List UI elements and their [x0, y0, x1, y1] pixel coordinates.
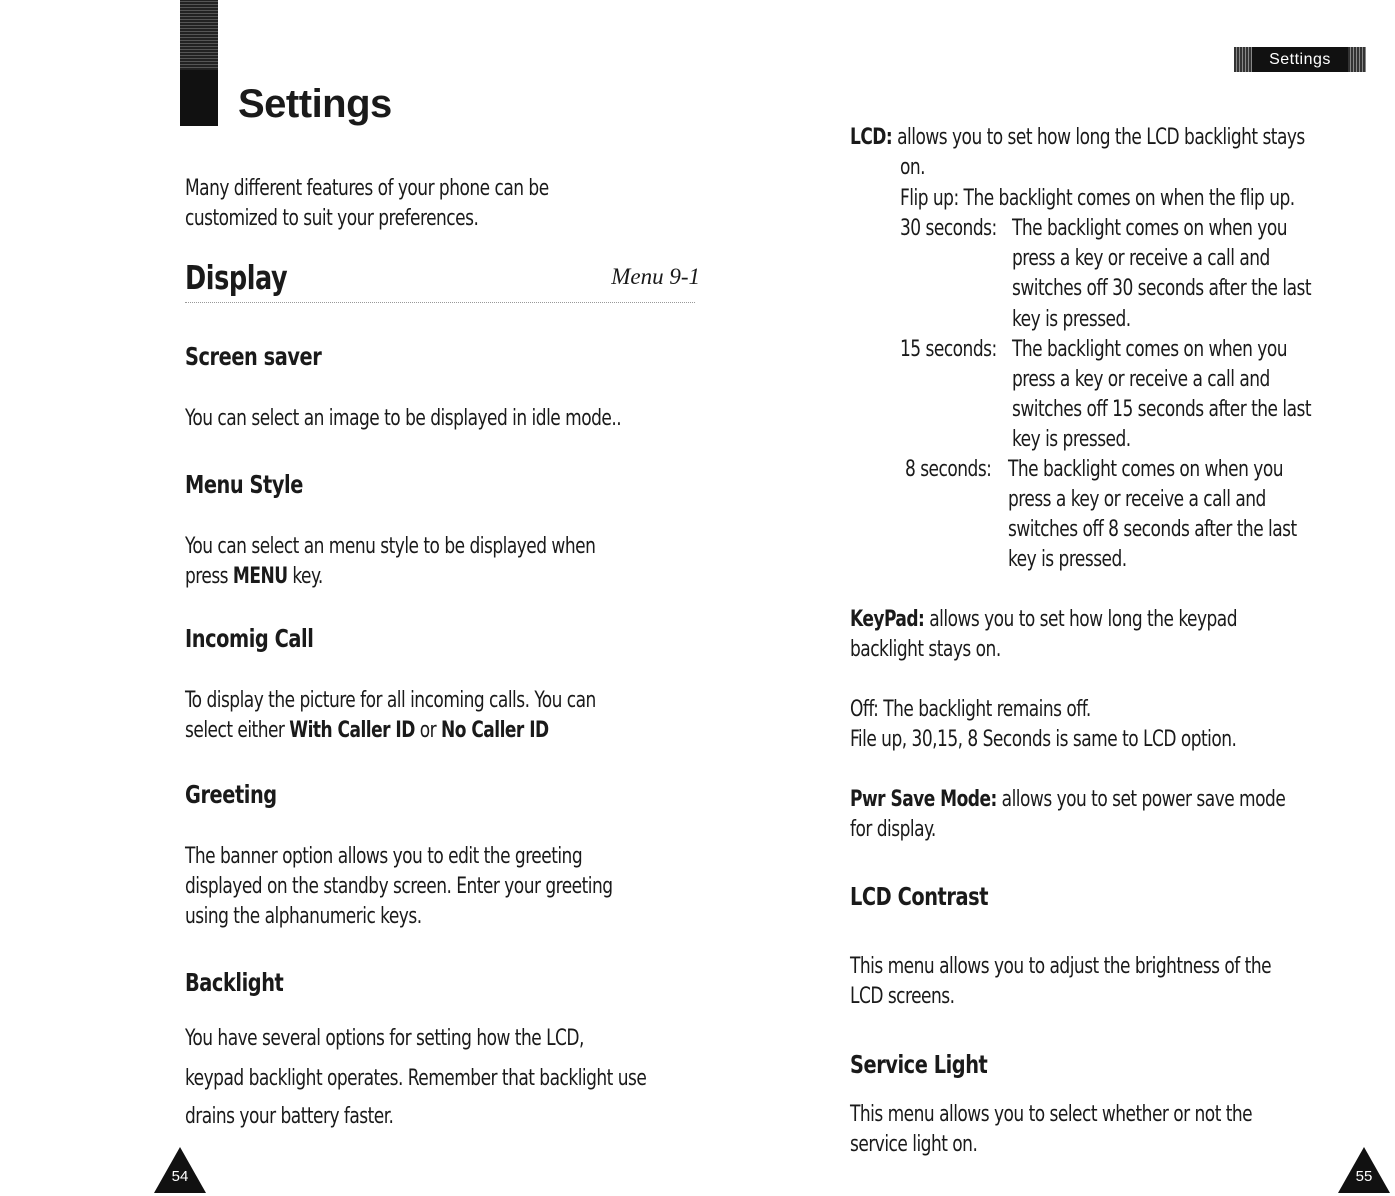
- lcd-15-seconds-label: 15 seconds:: [900, 337, 997, 362]
- lcd-30-seconds-line-3: switches off 30 seconds after the last: [1012, 276, 1311, 301]
- lcd-label: LCD:: [850, 125, 893, 150]
- greeting-heading: Greeting: [185, 780, 277, 809]
- pwr-save-label: Pwr Save Mode:: [850, 787, 997, 812]
- lcd-contrast-line-2: LCD screens.: [850, 984, 955, 1009]
- page-number-left: 54: [171, 1168, 189, 1185]
- lcd-8-seconds-label: 8 seconds:: [905, 457, 992, 482]
- pwr-save-line-1: Pwr Save Mode: allows you to set power save mode: [850, 787, 1286, 812]
- off-option-text: Off: The backlight remains off.: [850, 697, 1091, 722]
- lcd-8-seconds-line-4: key is pressed.: [1008, 547, 1127, 572]
- screen-saver-text: You can select an image to be displayed in idle mode..: [185, 406, 622, 431]
- keypad-line-2: backlight stays on.: [850, 637, 1001, 662]
- greeting-line-3: using the alphanumeric keys.: [185, 904, 422, 929]
- lcd-15-seconds-line-3: switches off 15 seconds after the last: [1012, 397, 1311, 422]
- page-number-right: 55: [1355, 1168, 1373, 1185]
- incoming-call-line-2: select either With Caller ID or No Caller ID: [185, 718, 549, 743]
- menu-key-name: MENU: [232, 564, 288, 589]
- lcd-8-seconds-line-1: The backlight comes on when you: [1008, 457, 1284, 482]
- pwr-save-line-2: for display.: [850, 817, 936, 842]
- greeting-line-2: displayed on the standby screen. Enter your greeting: [185, 874, 613, 899]
- intro-line-2: customized to suit your preferences.: [185, 206, 479, 231]
- service-light-heading: Service Light: [850, 1050, 988, 1079]
- lcd-15-seconds-line-4: key is pressed.: [1012, 427, 1131, 452]
- lcd-contrast-line-1: This menu allows you to adjust the brightness of the: [850, 954, 1272, 979]
- lcd-8-seconds-line-3: switches off 8 seconds after the last: [1008, 517, 1297, 542]
- menu-style-line-1: You can select an menu style to be displayed when: [185, 534, 596, 559]
- section-divider: [185, 302, 695, 303]
- file-up-option-text: File up, 30,15, 8 Seconds is same to LCD option.: [850, 727, 1237, 752]
- section-tab-label: Settings: [1234, 47, 1366, 72]
- chapter-marker-bar: [180, 0, 218, 126]
- backlight-heading: Backlight: [185, 968, 284, 997]
- incoming-call-heading: Incomig Call: [185, 624, 314, 653]
- screen-saver-heading: Screen saver: [185, 342, 322, 371]
- service-light-line-1: This menu allows you to select whether or not the: [850, 1102, 1253, 1127]
- lcd-30-seconds-line-1: The backlight comes on when you: [1012, 216, 1288, 241]
- lcd-30-seconds-line-4: key is pressed.: [1012, 307, 1131, 332]
- lcd-15-seconds-line-2: press a key or receive a call and: [1012, 367, 1270, 392]
- chapter-title: Settings: [238, 82, 392, 126]
- lcd-8-seconds-line-2: press a key or receive a call and: [1008, 487, 1266, 512]
- service-light-line-2: service light on.: [850, 1132, 978, 1157]
- lcd-contrast-heading: LCD Contrast: [850, 882, 989, 911]
- keypad-label: KeyPad:: [850, 607, 925, 632]
- keypad-line-1: KeyPad: allows you to set how long the keypad: [850, 607, 1238, 632]
- section-title-display: Display: [185, 258, 288, 297]
- lcd-30-seconds-line-2: press a key or receive a call and: [1012, 246, 1270, 271]
- incoming-call-line-1: To display the picture for all incoming calls. You can: [185, 688, 596, 713]
- backlight-line-1: You have several options for setting how the LCD,: [185, 1026, 584, 1051]
- intro-line-1: Many different features of your phone can be: [185, 176, 549, 201]
- menu-style-line-2: press MENU key.: [185, 564, 323, 589]
- no-caller-id-option: No Caller ID: [440, 718, 549, 743]
- greeting-line-1: The banner option allows you to edit the greeting: [185, 844, 583, 869]
- backlight-line-2: keypad backlight operates. Remember that backlight use: [185, 1066, 647, 1091]
- menu-style-heading: Menu Style: [185, 470, 303, 499]
- lcd-flip-up: Flip up: The backlight comes on when the flip up.: [900, 186, 1295, 211]
- lcd-30-seconds-label: 30 seconds:: [900, 216, 997, 241]
- lcd-line-1: LCD: allows you to set how long the LCD backlight stays: [850, 125, 1305, 150]
- menu-reference: Menu 9-1: [611, 264, 700, 289]
- lcd-line-2: on.: [900, 155, 926, 180]
- backlight-line-3: drains your battery faster.: [185, 1104, 394, 1129]
- with-caller-id-option: With Caller ID: [289, 718, 415, 743]
- lcd-15-seconds-line-1: The backlight comes on when you: [1012, 337, 1288, 362]
